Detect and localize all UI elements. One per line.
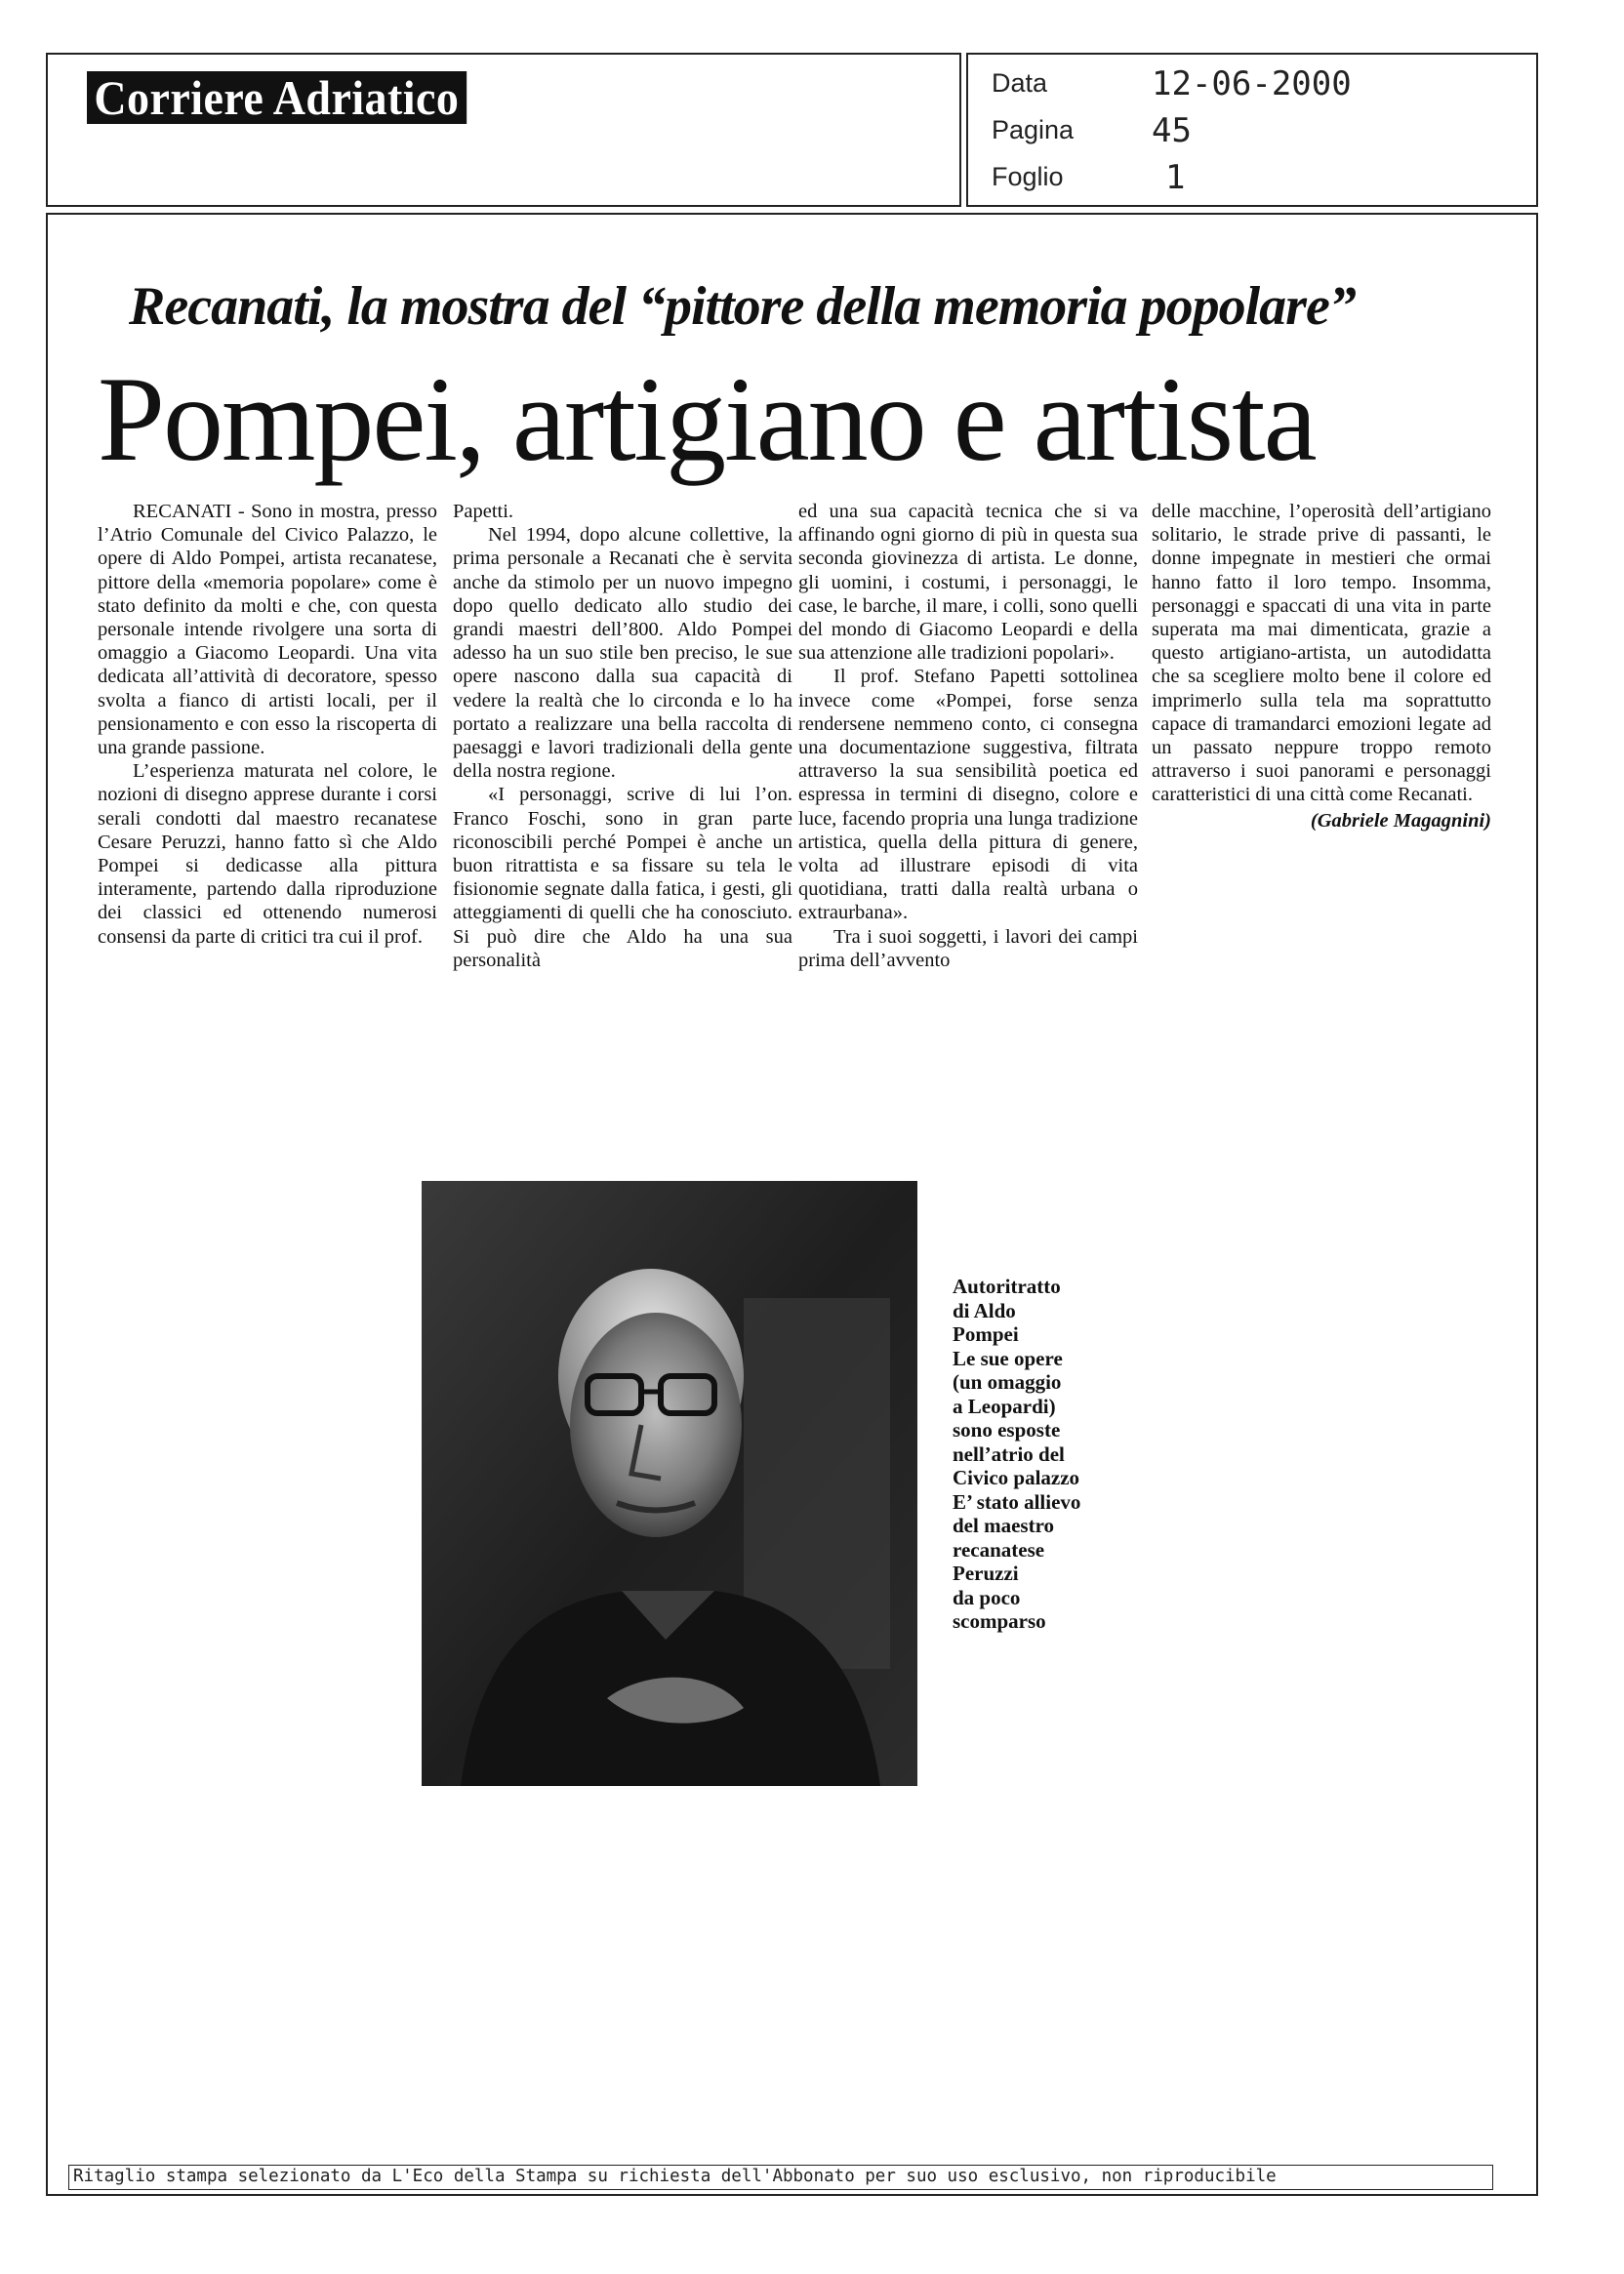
article-column-1 [98, 500, 437, 1081]
meta-label: Foglio [992, 162, 1064, 191]
caption-line: Pompei [953, 1322, 1019, 1346]
photo-caption [953, 1275, 1167, 1634]
caption-line: Peruzzi [953, 1562, 1019, 1585]
paragraph: Nel 1994, dopo alcune collettive, la prima personale a Recanati che è servita anche da stimolo per un nuovo impegno dopo quello dedicato allo studio dei grandi maestri dell’800. Aldo Pompei adesso ha un suo stile ben preciso, le sue opere nascono dalla sua capacità di vedere la realtà che lo circonda e lo ha portato a realizzare una bella raccolta di paesaggi e lavori tradizionali della gente della nostra regione. [453, 524, 792, 783]
article-kicker: Recanati, la mostra del “pittore della memoria popolare” [129, 276, 1356, 337]
metadata-box [966, 53, 1538, 207]
paragraph: Papetti. [453, 501, 514, 522]
article-byline: (Gabriele Magagnini) [1310, 809, 1491, 832]
caption-line: scomparso [953, 1609, 1046, 1633]
paragraph: delle macchine, l’operosità dell’artigiano solitario, le strade prive di passanti, le donne impegnate in mestieri che ormai hanno fatto il loro tempo. Insomma, personaggi e spaccati di una vita in parte superata ma mai dimenticata, grazie a questo artigiano-artista, un autodidatta che sa scegliere molto bene il colore ed imprimerlo sulla tela ma soprattutto capace di tramandarci emozioni legate ad un passato neppure troppo remoto attraverso i suoi panorami e personaggi caratteristici di una città come Recanati. [1152, 501, 1491, 806]
article-column-4 [1152, 500, 1491, 1081]
caption-line: (un omaggio [953, 1370, 1062, 1394]
paragraph: ed una sua capacità tecnica che si va affinando ogni giorno di più in questa sua seconda giovinezza di artista. Le donne, gli uomini, i costumi, i personaggi, le case, le barche, il mare, i colli, sono quelli del mondo di Giacomo Leopardi e della sua attenzione alle tradizioni popolari». [798, 501, 1138, 665]
article-column-2 [453, 500, 792, 1081]
meta-row-page [992, 111, 1519, 154]
paragraph: Il prof. Stefano Papetti sottolinea invece come «Pompei, forse senza rendersene nemmeno conto, ci consegna una documentazione suggestiva, filtrata attraverso la sua sensibilità poetica ed espressa in termini di disegno, colore e luce, facendo propria una lunga tradizione artistica, quella della pittura di genere, volta ad illustrare episodi di vita quotidiana, tratti dalla realtà urbana o extraurbana». [798, 666, 1138, 924]
caption-line: di Aldo [953, 1298, 1016, 1322]
portrait-illustration [422, 1181, 917, 1786]
meta-row-date [992, 64, 1519, 107]
caption-line: Autoritratto [953, 1275, 1061, 1298]
press-clipping-notice: Ritaglio stampa selezionato da L'Eco della Stampa su richiesta dell'Abbonato per suo uso esclusivo, non riproducibile [68, 2165, 1493, 2190]
meta-row-sheet [992, 158, 1519, 201]
caption-line: Le sue opere [953, 1346, 1063, 1370]
meta-label: Data [992, 68, 1048, 98]
paragraph: «I personaggi, scrive di lui l’on. Franco Foschi, sono in gran parte riconoscibili perché Pompei è anche un buon ritrattista e sa fissare su tela le fisionomie segnate dalla fatica, i gesti, gli atteggiamenti di quelli che ha conosciuto. Si può dire che Aldo ha una sua personalità [453, 784, 792, 971]
article-column-3 [798, 500, 1138, 1081]
caption-line: a Leopardi) [953, 1394, 1056, 1418]
paragraph: L’esperienza maturata nel colore, le nozioni di disegno apprese durante i corsi serali condotti dal maestro recanatese Cesare Peruzzi, hanno fatto sì che Aldo Pompei si dedicasse alla pittura interamente, partendo dalla riproduzione dei classici ed ottenendo numerosi consensi da parte di critici tra cui il prof. [98, 760, 437, 948]
meta-label: Pagina [992, 115, 1075, 144]
caption-line: da poco [953, 1585, 1021, 1609]
paragraph: Tra i suoi soggetti, i lavori dei campi prima dell’avvento [798, 925, 1138, 971]
caption-line: del maestro [953, 1514, 1055, 1537]
self-portrait-photo [422, 1181, 917, 1786]
meta-value: 45 [1152, 111, 1192, 150]
article-headline: Pompei, artigiano e artista [98, 352, 1316, 486]
paragraph: RECANATI - Sono in mostra, presso l’Atrio Comunale del Civico Palazzo, le opere di Aldo Pompei, artista recanatese, pittore della «memoria popolare» come è stato definito da molti e che, con questa personale intende rivolgere una sorta di omaggio a Giacomo Leopardi. Una vita dedicata all’attività di decoratore, spesso svolta a fianco di artisti locali, per il pensionamento e con esso la riscoperta di una grande passione. [98, 501, 437, 759]
caption-line: sono esposte [953, 1418, 1061, 1442]
caption-line: recanatese [953, 1537, 1045, 1562]
masthead-box [46, 53, 961, 207]
newspaper-masthead: Corriere Adriatico [87, 71, 467, 124]
meta-value: 12-06-2000 [1152, 64, 1352, 103]
caption-line: Civico palazzo [953, 1466, 1080, 1489]
meta-value: 1 [1165, 158, 1186, 197]
caption-line: nell’atrio del [953, 1442, 1065, 1466]
caption-line: E’ stato allievo [953, 1489, 1081, 1514]
